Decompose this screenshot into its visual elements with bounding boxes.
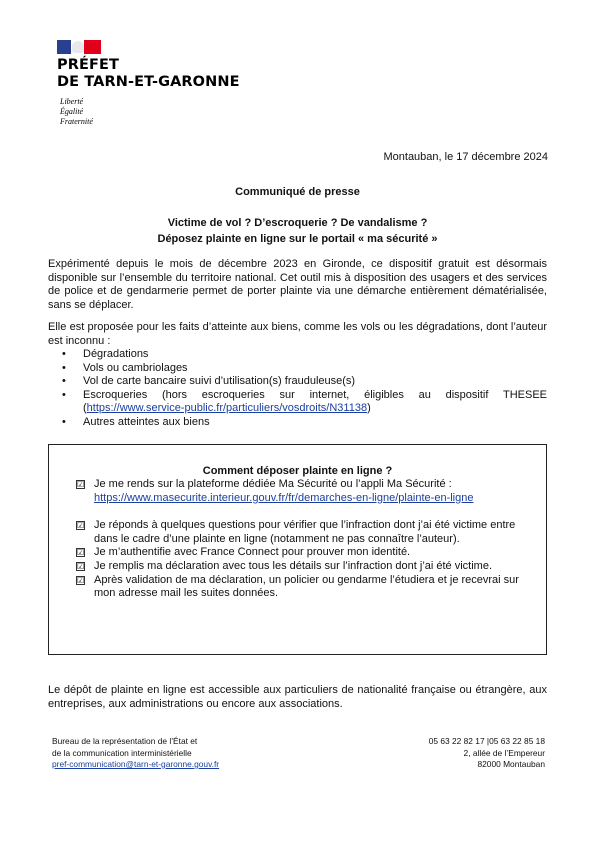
step-text: Je m’authentifie avec France Connect pour prouver mon identité. — [94, 546, 411, 559]
list-item — [48, 348, 547, 362]
footer-office-line-2: de la communication interministérielle — [52, 747, 192, 758]
checkbox-checked-icon: ☑ — [77, 521, 85, 531]
list-item — [48, 375, 547, 389]
footer-street: 2, allée de l’Empereur — [463, 747, 545, 758]
offense-list — [48, 348, 547, 430]
motto-fraternite: Fraternité — [60, 117, 93, 126]
subtitle-line-2: Déposez plainte en ligne sur le portail « ma sécurité » — [157, 233, 438, 245]
prefet-line-1: PRÉFET — [57, 57, 119, 73]
masecurite-link[interactable]: https://www.masecurite.interieur.gouv.fr/fr/demarches-en-ligne/plainte-en-ligne — [94, 491, 474, 504]
step-item — [75, 574, 533, 601]
list-item — [48, 362, 547, 376]
footer-address — [429, 736, 545, 771]
marianne-icon — [72, 41, 84, 53]
list-item — [48, 389, 547, 416]
step-item — [75, 546, 533, 560]
service-public-link[interactable]: https://www.service-public.fr/particuliers/vosdroits/N31138 — [86, 402, 368, 415]
prefecture-name — [57, 57, 240, 91]
list-item-text: Dégradations — [83, 348, 149, 360]
step-text: Je me rends sur la plateforme dédiée Ma Sécurité ou l’appli Ma Sécurité : — [94, 478, 452, 490]
box-title: Comment déposer plainte en ligne ? — [202, 465, 393, 477]
subtitle-line-1: Victime de vol ? D’escroquerie ? De vandalisme ? — [167, 217, 428, 229]
french-flag-logo — [57, 40, 101, 54]
step-text: Je réponds à quelques questions pour vérifier que l’infraction dont j’ai été victime entre dans le cadre d’une plainte en ligne (notamment ne pas connaître l’auteur). — [94, 519, 516, 545]
intro-paragraph: Expérimenté depuis le mois de décembre 2023 en Gironde, ce dispositif gratuit est désormais disponible sur l’ensemble du territoire national. Cet outil mis à disposition des usagers et des services de police et de gendarmerie permet de porter plainte via une démarche entièrement dématérialisée, sans se déplacer. — [48, 258, 547, 311]
list-item-text: Escroqueries (hors escroqueries sur internet, éligibles au dispositif THESEE ( — [83, 388, 547, 415]
prefet-line-2: DE TARN-ET-GARONNE — [57, 74, 240, 90]
step-item — [75, 519, 533, 546]
checkbox-checked-icon: ☑ — [77, 480, 85, 489]
footer-office-line-1: Bureau de la représentation de l’État et — [52, 736, 198, 746]
motto-liberte: Liberté — [60, 97, 84, 106]
list-item-closing: ) — [367, 402, 371, 415]
how-to-box — [48, 444, 547, 655]
footer-phone: 05 63 22 82 17 |05 63 22 85 18 — [428, 736, 545, 746]
step-text: Après validation de ma déclaration, un policier ou gendarme l’étudiera et je recevrai sur mon adresse mail les suites données. — [94, 573, 519, 600]
footer-contact-office — [52, 736, 219, 771]
list-item-text: Vols ou cambriolages — [83, 361, 188, 374]
step-item — [75, 478, 533, 505]
list-item-text: Vol de carte bancaire suivi d’utilisation(s) frauduleuse(s) — [83, 375, 356, 388]
eligibility-paragraph: Le dépôt de plainte en ligne est accessible aux particuliers de nationalité française ou étrangère, aux entreprises, aux administrations ou encore aux associations. — [48, 684, 547, 710]
checkbox-checked-icon: ☑ — [77, 575, 85, 585]
scope-paragraph: Elle est proposée pour les faits d’atteinte aux biens, comme les vols ou les dégradations, dont l’auteur est inconnu : — [48, 321, 547, 347]
contact-email-link[interactable]: pref-communication@tarn-et-garonne.gouv.fr — [52, 759, 220, 769]
document-type-title: Communiqué de presse — [235, 186, 360, 198]
step-text: Je remplis ma déclaration avec tous les détails sur l’infraction dont j’ai été victime. — [94, 559, 493, 572]
steps-list — [75, 478, 533, 601]
list-item — [48, 416, 547, 430]
footer-city: 82000 Montauban — [477, 759, 545, 769]
checkbox-checked-icon: ☑ — [77, 561, 85, 571]
republic-motto — [60, 97, 93, 127]
motto-egalite: Égalité — [60, 107, 84, 116]
step-item — [75, 560, 533, 574]
press-release-subtitle — [0, 215, 595, 247]
checkbox-checked-icon: ☑ — [77, 548, 85, 558]
date-line: Montauban, le 17 décembre 2024 — [383, 151, 548, 163]
list-item-text: Autres atteintes aux biens — [83, 415, 210, 428]
